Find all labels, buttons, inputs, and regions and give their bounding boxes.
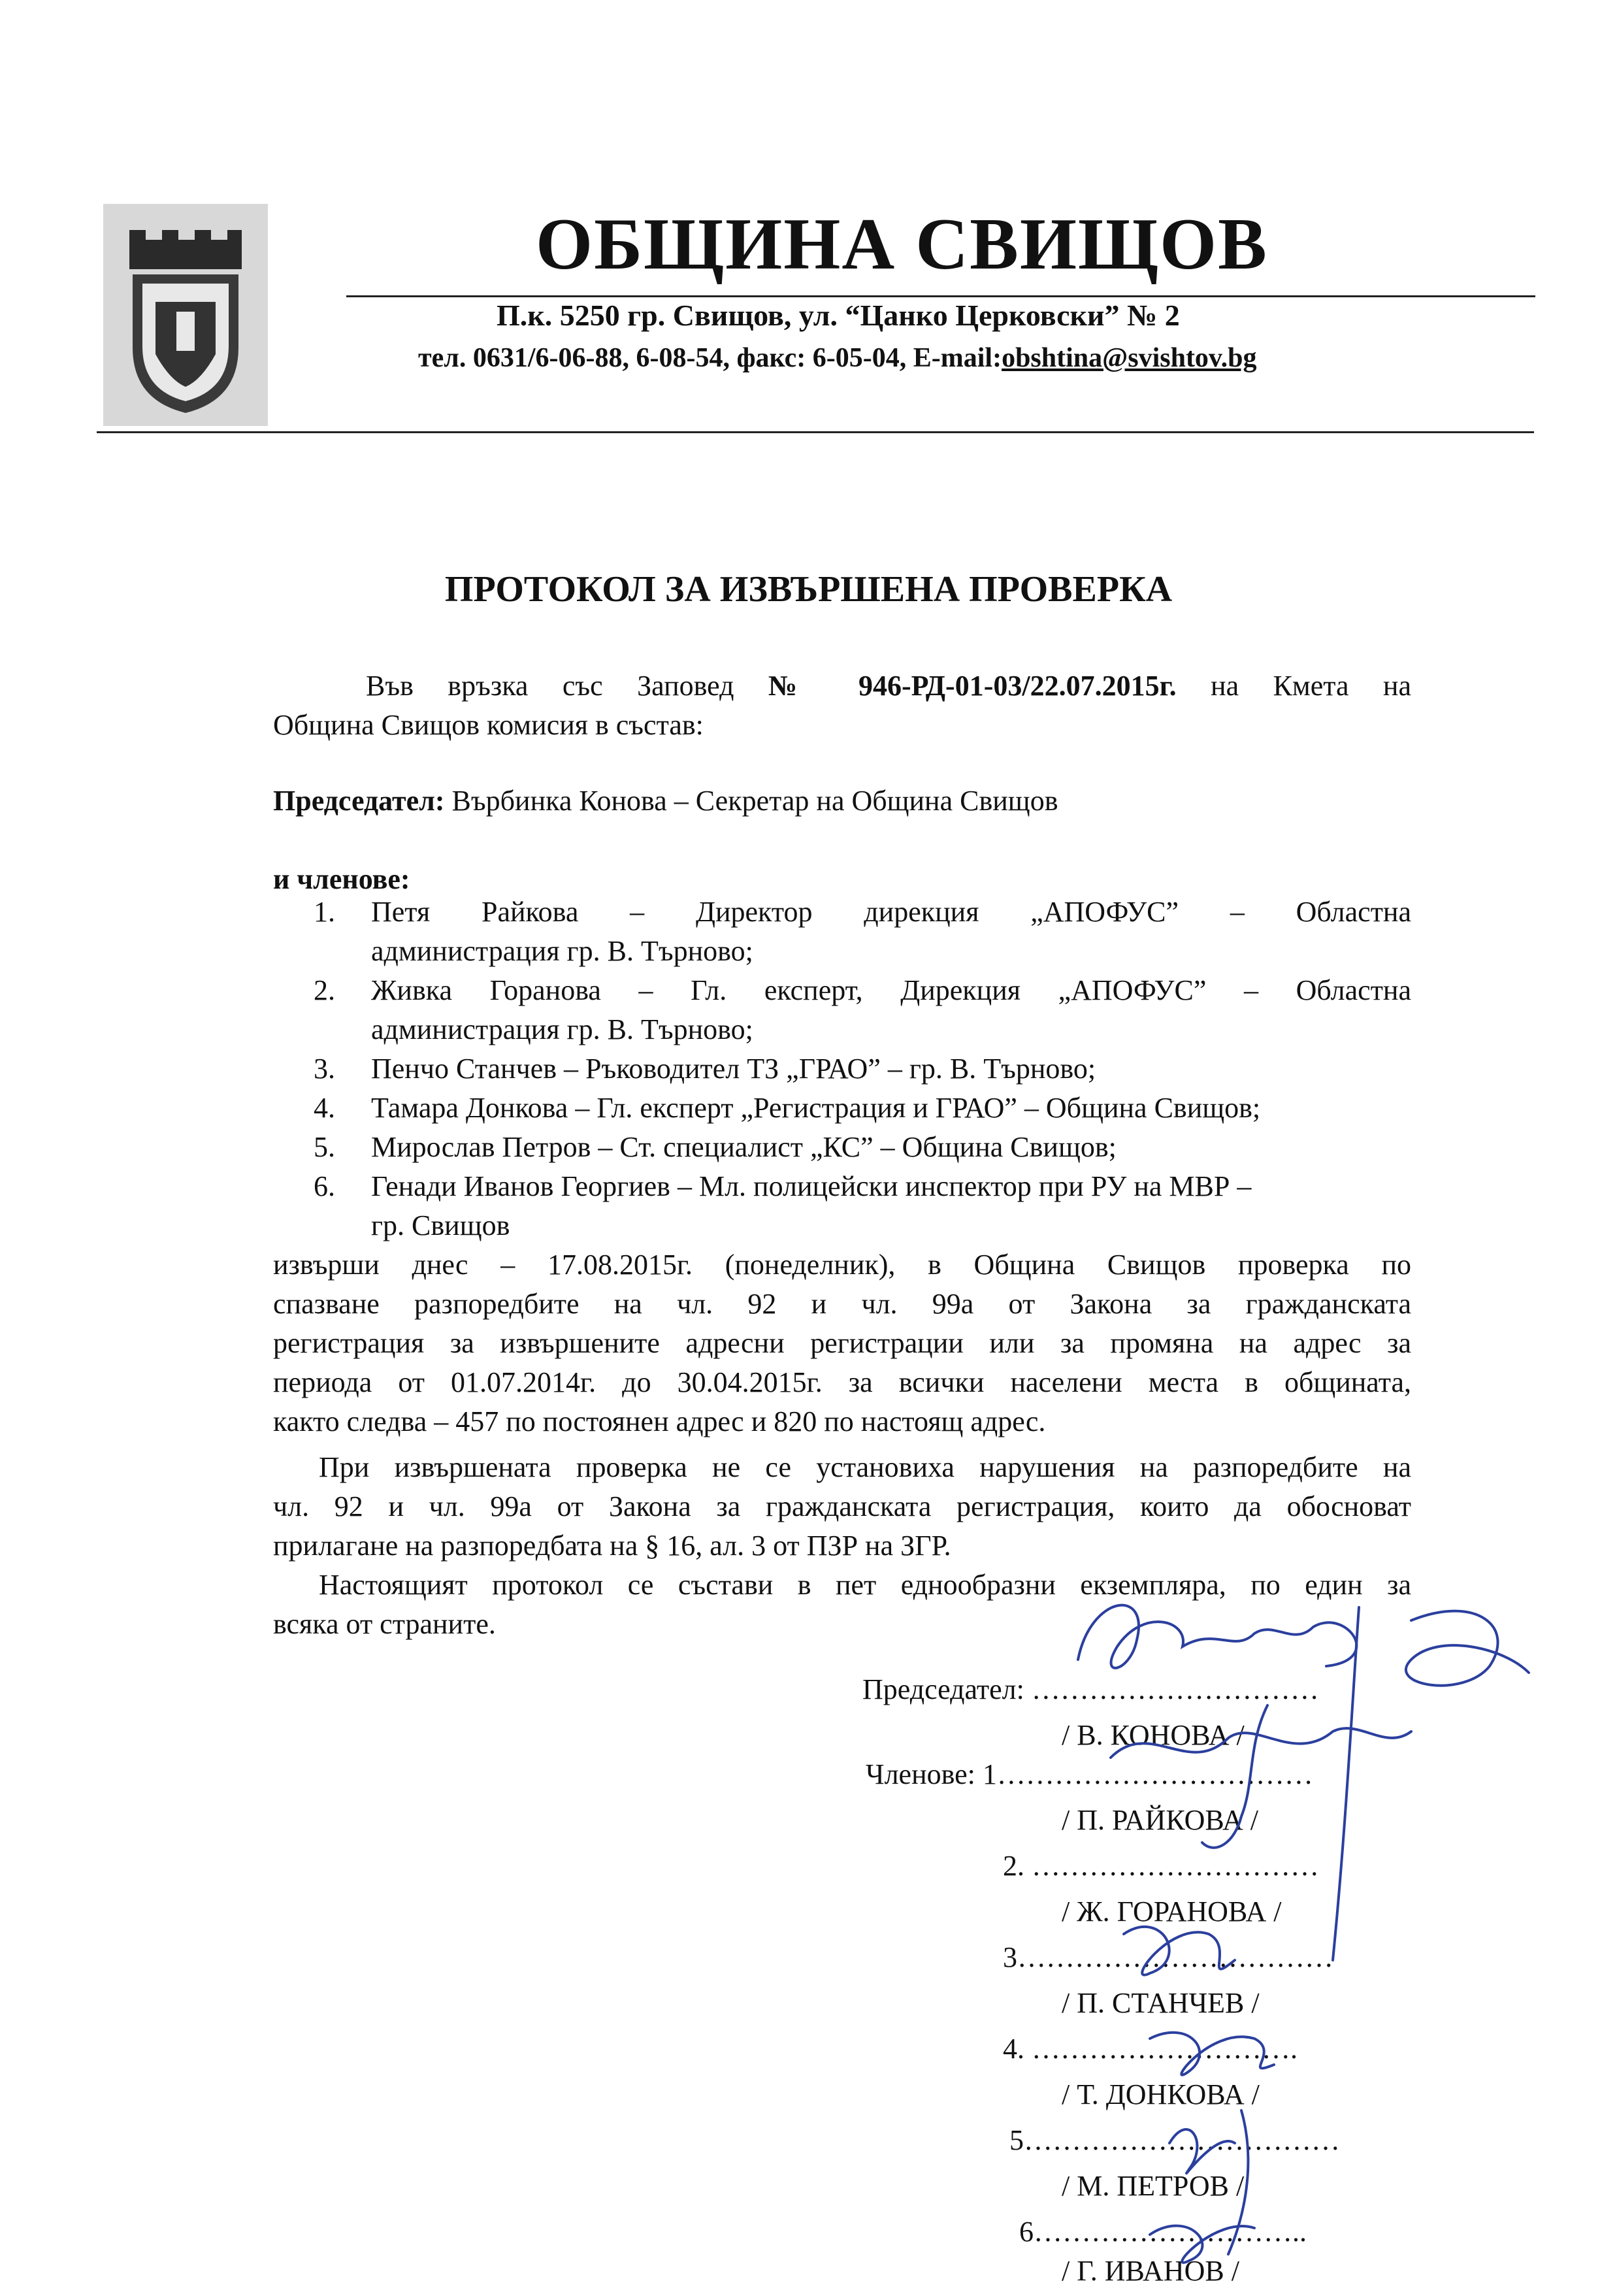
body-line: чл. 92 и чл. 99а от Закона за гражданската регистрация, които да обосноват — [273, 1490, 1411, 1522]
member-line: гр. Свищов — [371, 1209, 510, 1241]
signatory-name: / П. СТАНЧЕВ / — [1062, 1987, 1260, 2019]
member-line: Петя Райкова – Директор дирекция „АПОФУС” – Областна — [371, 896, 1411, 928]
member-number: 1. — [314, 896, 335, 928]
member-signature-line: Членове: 1…………………………… — [866, 1758, 1313, 1790]
signatory-name: / Т. ДОНКОВА / — [1062, 2078, 1260, 2110]
member-number: 3. — [314, 1053, 335, 1085]
intro-line-1 — [366, 666, 1411, 706]
municipality-contacts — [418, 342, 1256, 374]
member-signature-line: 5…………………………… — [1009, 2124, 1340, 2156]
signatory-name: / П. РАЙКОВА / — [1062, 1804, 1258, 1836]
coat-of-arms-logo — [103, 204, 268, 426]
intro-line-2: Община Свищов комисия в състав: — [273, 709, 704, 741]
municipality-name: ОБЩИНА СВИЩОВ — [536, 204, 1268, 285]
member-signature-line: 6……………………….. — [1019, 2216, 1307, 2248]
header-bottom-divider — [97, 431, 1534, 433]
handwritten-signatures — [1019, 1568, 1542, 2287]
member-signature-line: 2. ………………………… — [1003, 1850, 1319, 1882]
body-line: регистрация за извършените адресни регистрации или за промяна на адрес за — [273, 1327, 1411, 1359]
member-line: администрация гр. В. Търново; — [371, 935, 753, 967]
signatory-name: / М. ПЕТРОВ / — [1062, 2170, 1245, 2202]
municipality-address: П.к. 5250 гр. Свищов, ул. “Цанко Церковски” № 2 — [497, 299, 1180, 332]
order-number: № 946-РД-01-03/22.07.2015г. — [768, 670, 1177, 702]
chair-text: Върбинка Конова – Секретар на Община Свищов — [444, 785, 1058, 817]
member-number: 5. — [314, 1131, 335, 1163]
member-number: 6. — [314, 1170, 335, 1202]
signatory-name: / Ж. ГОРАНОВА / — [1062, 1895, 1282, 1927]
body-line: При извършената проверка не се установиха нарушения на разпоредбите на — [319, 1451, 1411, 1483]
member-line: Мирослав Петров – Ст. специалист „КС” – Община Свищов; — [371, 1131, 1117, 1163]
chair-label: Председател: — [273, 785, 445, 817]
chair-line — [273, 781, 1411, 821]
body-line: прилагане на разпоредбата на § 16, ал. 3 от ПЗР на ЗГР. — [273, 1530, 951, 1562]
member-number: 2. — [314, 974, 335, 1006]
body-line: всяка от страните. — [273, 1608, 496, 1640]
intro-text-post: на Кмета на — [1211, 670, 1412, 702]
body-line: спазване разпоредбите на чл. 92 и чл. 99а от Закона за гражданската — [273, 1288, 1411, 1320]
members-label-text: и членове: — [273, 863, 410, 895]
body-line: периода от 01.07.2014г. до 30.04.2015г. за всички населени места в общината, — [273, 1366, 1411, 1398]
header-divider — [346, 295, 1535, 297]
body-line: Настоящият протокол се състави в пет еднообразни екземпляра, по един за — [319, 1569, 1411, 1601]
signatory-name: / Г. ИВАНОВ / — [1062, 2255, 1239, 2287]
body-line: извърши днес – 17.08.2015г. (понеделник), в Община Свищов проверка по — [273, 1249, 1411, 1281]
member-line: администрация гр. В. Търново; — [371, 1013, 753, 1045]
signatory-name: / В. КОНОВА / — [1062, 1719, 1245, 1751]
body-line: както следва – 457 по постоянен адрес и 820 по настоящ адрес. — [273, 1405, 1046, 1437]
member-line: Живка Горанова – Гл. експерт, Дирекция „АПОФУС” – Областна — [371, 974, 1411, 1006]
email-link[interactable]: obshtina@svishtov.bg — [1002, 343, 1257, 373]
intro-text-pre: Във връзка със Заповед — [366, 670, 734, 702]
member-number: 4. — [314, 1092, 335, 1124]
member-line: Генади Иванов Георгиев – Мл. полицейски инспектор при РУ на МВР – — [371, 1170, 1252, 1202]
member-signature-line: 4. ………………………. — [1003, 2033, 1298, 2065]
chair-signature-line: Председател: ………………………… — [862, 1673, 1319, 1705]
member-signature-line: 3…………………………… — [1003, 1941, 1333, 1973]
member-line: Пенчо Станчев – Ръководител ТЗ „ГРАО” – гр. В. Търново; — [371, 1053, 1096, 1085]
document-title: ПРОТОКОЛ ЗА ИЗВЪРШЕНА ПРОВЕРКА — [444, 569, 1173, 610]
member-line: Тамара Донкова – Гл. експерт „Регистрация и ГРАО” – Община Свищов; — [371, 1092, 1261, 1124]
contacts-text: тел. 0631/6-06-88, 6-08-54, факс: 6-05-04, E-mail: — [418, 343, 1002, 373]
